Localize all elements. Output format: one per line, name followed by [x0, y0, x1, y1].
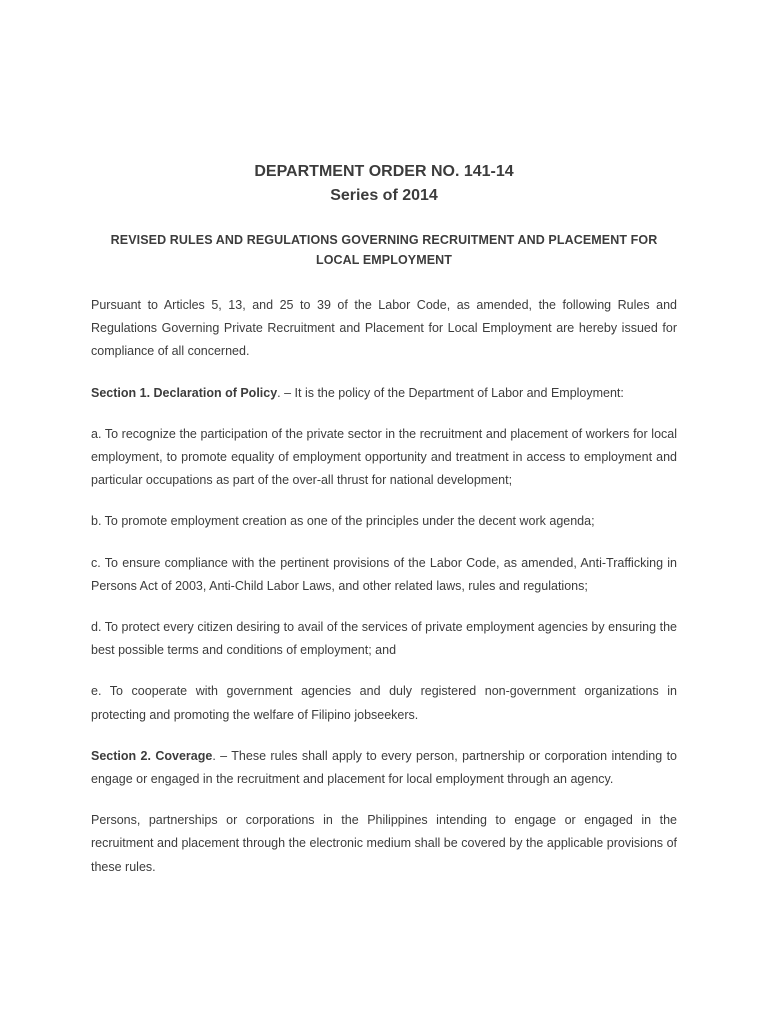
document-subtitle: Series of 2014: [330, 187, 438, 204]
section-1-heading: Section 1. Declaration of Policy: [91, 385, 278, 400]
section-2-heading: Section 2. Coverage: [91, 748, 213, 763]
closing-paragraph: Persons, partnerships or corporations in the Philippines intending to engage or engaged in the recruitment and placement through the electronic medium shall be covered by the applicable provisions of these rules.: [91, 813, 677, 874]
policy-item-e: e. To cooperate with government agencies and duly registered non-government organizations in protecting and promoting the welfare of Filipino jobseekers.: [91, 684, 677, 722]
document-heading: REVISED RULES AND REGULATIONS GOVERNING RECRUITMENT AND PLACEMENT FOR LOCAL EMPLOYMENT: [110, 233, 658, 267]
section-1-text: . – It is the policy of the Department of Labor and Employment:: [277, 385, 624, 400]
policy-item-a: a. To recognize the participation of the private sector in the recruitment and placement of workers for local employment, to promote equality of employment opportunity and treatment in access to employment and particular occupations as part of the over-all thrust for national development;: [91, 426, 677, 488]
policy-item-d: d. To protect every citizen desiring to avail of the services of private employment agencies by ensuring the best possible terms and conditions of employment; and: [91, 620, 677, 658]
policy-item-b: b. To promote employment creation as one of the principles under the decent work agenda;: [91, 514, 595, 529]
intro-paragraph: Pursuant to Articles 5, 13, and 25 to 39 of the Labor Code, as amended, the following Rules and Regulations Governing Private Recruitment and Placement for Local Employment are hereby issued for compliance of all concerned.: [91, 298, 677, 359]
section-2-paragraph: [91, 745, 677, 791]
section-2-text: . – These rules shall apply to every person, partnership or corporation intending to engage or engaged in the recruitment and placement for local employment through an agency.: [91, 748, 677, 787]
section-1-paragraph: [91, 382, 677, 405]
document-title: DEPARTMENT ORDER NO. 141-14: [254, 163, 514, 180]
policy-item-c: c. To ensure compliance with the pertinent provisions of the Labor Code, as amended, Anti-Trafficking in Persons Act of 2003, Anti-Child Labor Laws, and other related laws, rules and regulations;: [91, 555, 677, 593]
